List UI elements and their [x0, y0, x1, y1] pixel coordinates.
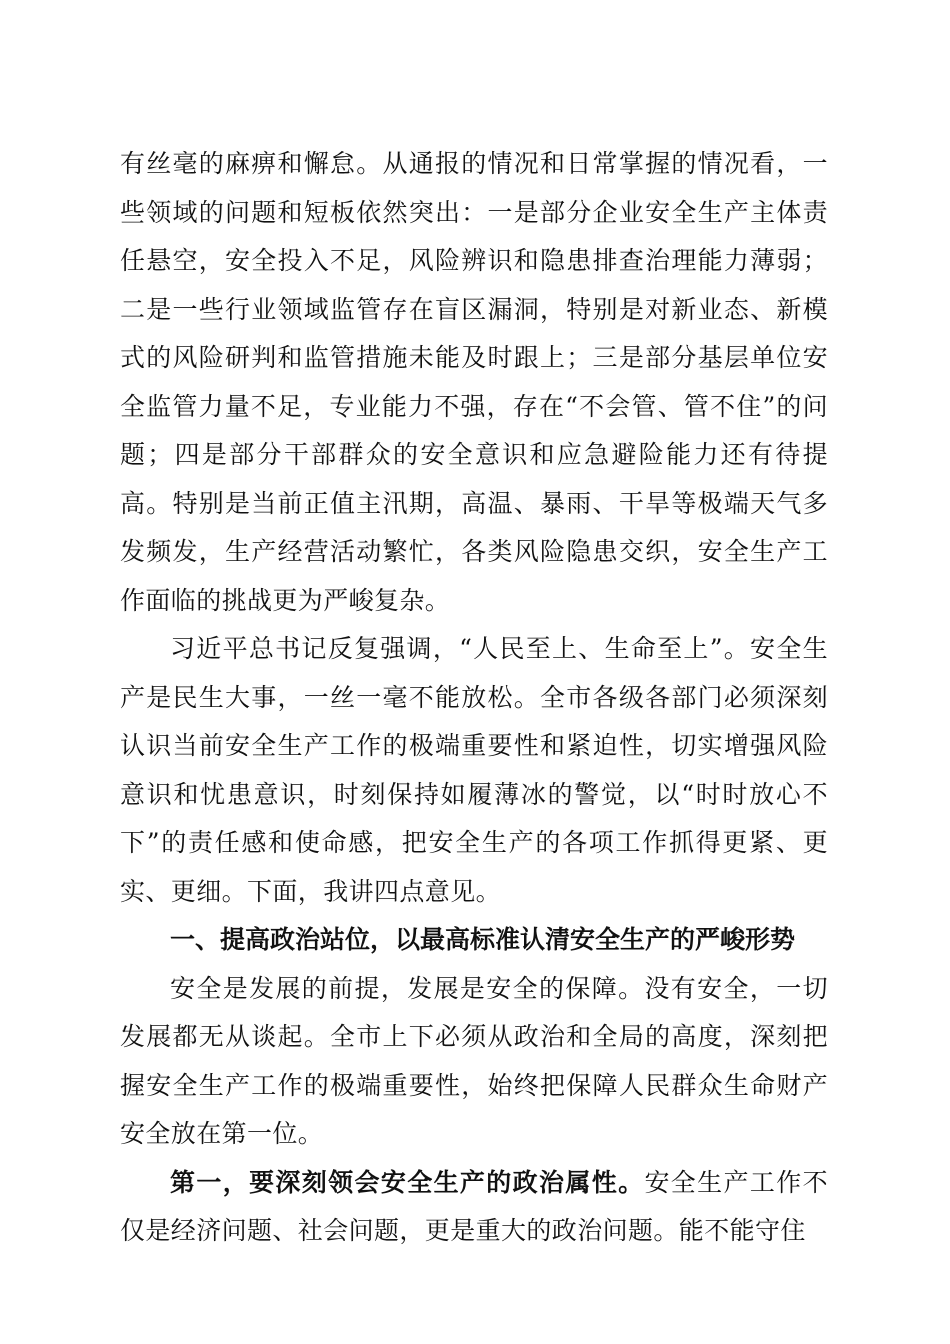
paragraph-continuation: 安全生产工作不仅是经济问题、社会问题，更是重大的政治问题。能不能守住 [120, 1167, 828, 1245]
paragraph-safety-premise: 安全是发展的前提，发展是安全的保障。没有安全，一切发展都无从谈起。全市上下必须从政治和全局的高度，深刻把握安全生产工作的极端重要性，始终把保障人民群众生命财产安全放在第一位。 [120, 973, 828, 1148]
section-heading-1: 一、提高政治站位，以最高标准认清安全生产的严峻形势 [170, 925, 796, 954]
paragraph-political-attribute [120, 1159, 828, 1256]
paragraph-situation: 有丝毫的麻痹和懈怠。从通报的情况和日常掌握的情况看，一些领域的问题和短板依然突出：一是部分企业安全生产主体责任悬空，安全投入不足，风险辨识和隐患排查治理能力薄弱；二是一些行业领域监管存在盲区漏洞，特别是对新业态、新模式的风险研判和监管措施未能及时跟上；三是部分基层单位安全监管力量不足，专业能力不强，存在“不会管、管不住”的问题；四是部分干部群众的安全意识和应急避险能力还有待提高。特别是当前正值主汛期，高温、暴雨、干旱等极端天气多发频发，生产经营活动繁忙，各类风险隐患交织，安全生产工作面临的挑战更为严峻复杂。 [120, 149, 828, 615]
paragraph-xi-quote: 习近平总书记反复强调，“人民至上、生命至上”。安全生产是民生大事，一丝一毫不能放松。全市各级各部门必须深刻认识当前安全生产工作的极端重要性和紧迫性，切实增强风险意识和忧患意识，时刻保持如履薄冰的警觉，以“时时放心不下”的责任感和使命感，把安全生产的各项工作抓得更紧、更实、更细。下面，我讲四点意见。 [120, 634, 828, 906]
paragraph-lead-sentence: 第一，要深刻领会安全生产的政治属性。 [170, 1167, 645, 1197]
body-text [120, 140, 828, 1256]
